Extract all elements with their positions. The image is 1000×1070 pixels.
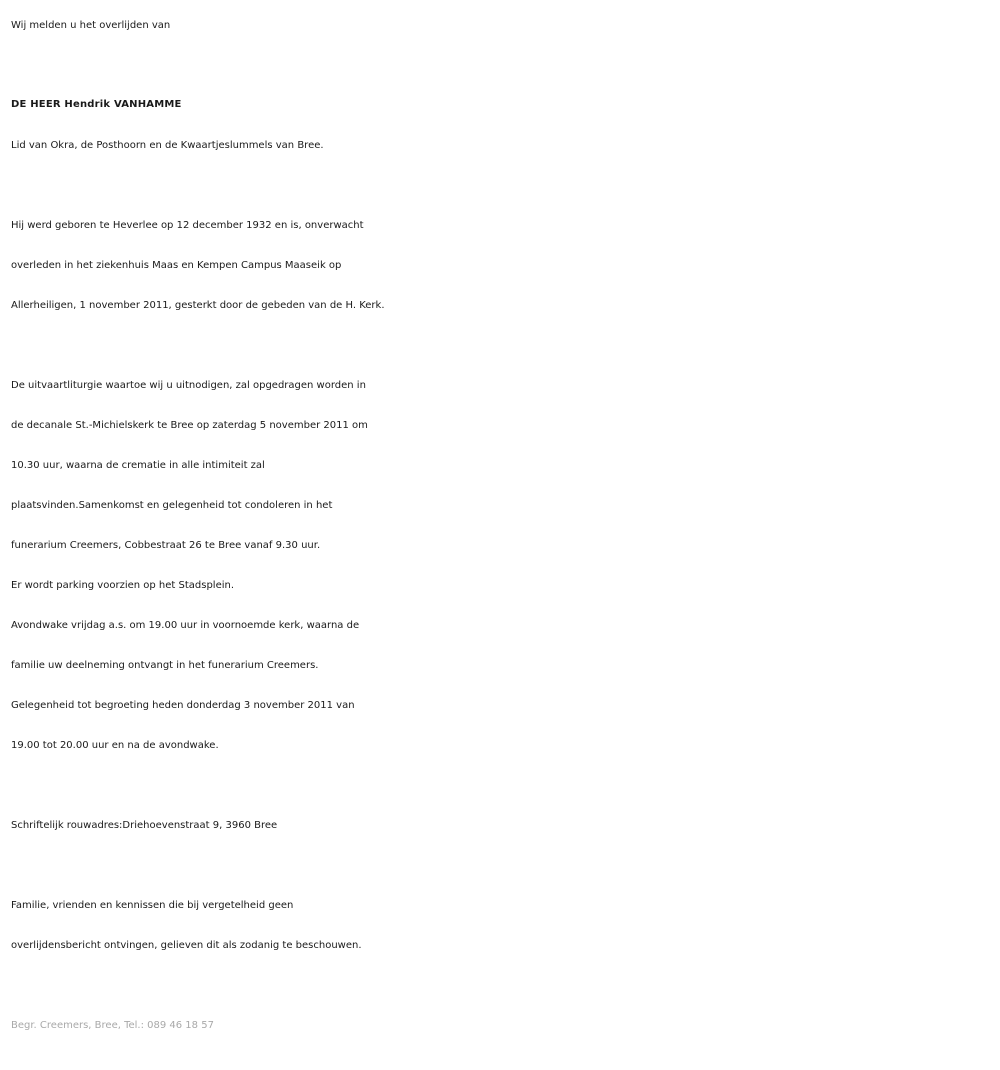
notice-line: Familie, vrienden en kennissen die bij vergetelheid geen — [11, 900, 294, 911]
funeral-paragraph — [11, 366, 996, 766]
funeral-line: 10.30 uur, waarna de crematie in alle intimiteit zal — [11, 460, 265, 471]
spacer — [11, 166, 996, 206]
birth-death-line: overleden in het ziekenhuis Maas en Kempen Campus Maaseik op — [11, 260, 342, 271]
funeral-line: Er wordt parking voorzien op het Stadsplein. — [11, 580, 235, 591]
undertaker-paragraph — [11, 1006, 996, 1046]
birth-death-paragraph — [11, 206, 996, 326]
funeral-line: De uitvaartliturgie waartoe wij u uitnodigen, zal opgedragen worden in — [11, 380, 366, 391]
death-notice — [11, 6, 996, 1046]
spacer — [11, 846, 996, 886]
funeral-line: Avondwake vrijdag a.s. om 19.00 uur in voornoemde kerk, waarna de — [11, 620, 360, 631]
funeral-line: funerarium Creemers, Cobbestraat 26 te Bree vanaf 9.30 uur. — [11, 540, 321, 551]
funeral-line: 19.00 tot 20.00 uur en na de avondwake. — [11, 740, 219, 751]
spacer — [11, 326, 996, 366]
mourning-address: Schriftelijk rouwadres:Driehoevenstraat 9, 3960 Bree — [11, 820, 278, 831]
spacer — [11, 766, 996, 806]
membership-paragraph — [11, 126, 996, 166]
funeral-line: de decanale St.-Michielskerk te Bree op zaterdag 5 november 2011 om — [11, 420, 368, 431]
funeral-line: familie uw deelneming ontvangt in het funerarium Creemers. — [11, 660, 319, 671]
spacer — [11, 966, 996, 1006]
birth-death-line: Hij werd geboren te Heverlee op 12 december 1932 en is, onverwacht — [11, 220, 364, 231]
membership-text: Lid van Okra, de Posthoorn en de Kwaartjeslummels van Bree. — [11, 140, 324, 151]
intro-text: Wij melden u het overlijden van — [11, 20, 171, 31]
birth-death-line: Allerheiligen, 1 november 2011, gesterkt door de gebeden van de H. Kerk. — [11, 300, 385, 311]
deceased-name: DE HEER Hendrik VANHAMME — [11, 99, 182, 110]
address-paragraph — [11, 806, 996, 846]
notice-line: overlijdensbericht ontvingen, gelieven dit als zodanig te beschouwen. — [11, 940, 362, 951]
notice-paragraph — [11, 886, 996, 966]
undertaker-contact: Begr. Creemers, Bree, Tel.: 089 46 18 57 — [11, 1020, 214, 1031]
funeral-line: plaatsvinden.Samenkomst en gelegenheid tot condoleren in het — [11, 500, 333, 511]
funeral-line: Gelegenheid tot begroeting heden donderdag 3 november 2011 van — [11, 700, 355, 711]
